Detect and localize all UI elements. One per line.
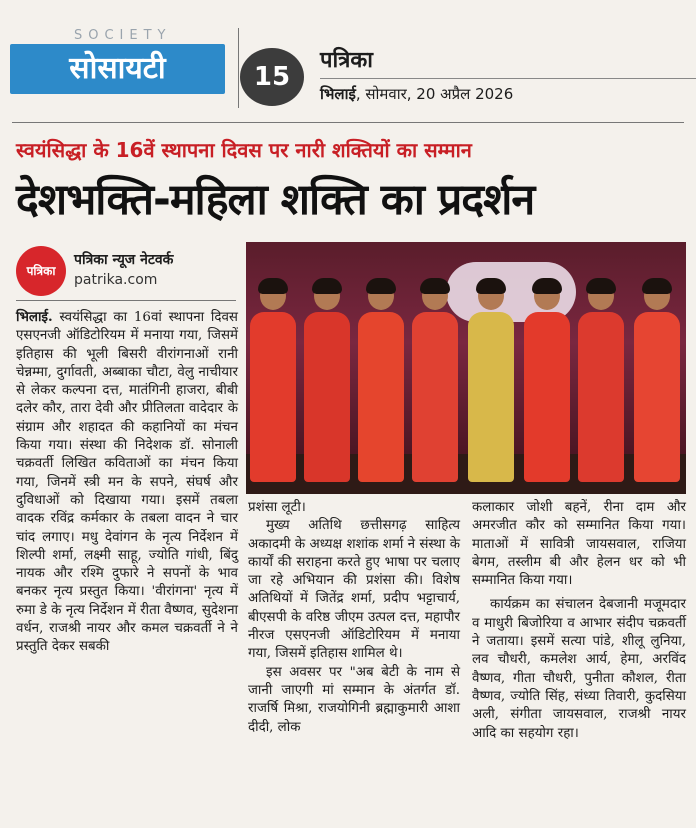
column-text: कार्यक्रम का संचालन देबजानी मजूमदार व माधुरी बिजोरिया व आभार संदीप चक्रवर्ती ने जताया। इसमें सत्या पांडे, शीलू लुनिया, लव चौधरी, कमलेश आर्य, हेमा, अरविंद वैष्णव, गीता चौधरी, पुनीता कौशल, रीता वैष्णव, ज्योति सिंह, संध्या तिवारी, कुदसिया अली, संगीता जायसवाल, राजश्री नायर आदि का सहयोग रहा। — [472, 597, 686, 741]
article-column-1 — [16, 308, 238, 657]
page-header — [0, 0, 696, 118]
photo-person — [524, 282, 570, 482]
event-photo — [246, 242, 686, 494]
dateline-date: , सोमवार, 20 अप्रैल 2026 — [355, 85, 514, 103]
byline — [16, 246, 236, 296]
byline-agency: पत्रिका न्यूज नेटवर्क — [74, 252, 174, 268]
column-text: इस अवसर पर "अब बेटी के नाम से जानी जाएगी मां सम्मान के अंतर्गत डॉ. राजर्षि मिश्रा, राजयोगिनी ब्रह्माकुमारी आशा दीदी, लोक — [248, 664, 460, 735]
photo-person — [634, 282, 680, 482]
photo-person — [304, 282, 350, 482]
section-label-hi: सोसायटी — [69, 51, 166, 86]
byline-rule — [16, 300, 236, 301]
column-lead: भिलाई. — [16, 309, 53, 325]
photo-person — [468, 282, 514, 482]
section-banner — [10, 44, 225, 94]
article-column-3 — [472, 499, 686, 743]
header-divider — [238, 28, 239, 108]
top-rule — [12, 122, 684, 123]
column-text: प्रशंसा लूटी। — [248, 500, 306, 515]
dateline-city: भिलाई — [320, 85, 356, 103]
column-text: स्वयंसिद्धा का 16वां स्थापना दिवस एसएनजी ऑडिटोरियम में मनाया गया, जिसमें इतिहास की भूली बिसरी वीरांगनाओं रानी चेन्नम्मा, दुर्गावती, अब्बाका चौटा, वेलु नाचीयार से लेकर कल्पना दत्त, मातंगिनी हाजरा, बीबी दलेर कौर, तारा देवी और प्रीतिलता वादेदार के संग्राम और शहादत की कहानियों का मंचन किया गया। संस्था की निदेशक डॉ. सोनाली चक्रवर्ती लिखित कविताओं का मंचन किया गया, जिनमें स्त्री मन के सपने, संघर्ष और दुविधाओं को दिखाया गया। इसमें तबला वादक रविंद्र कर्मकार के तबला वादन ने चार चांद लगाए। मधु देवांगन के नृत्य निर्देशन में शिल्पी शर्मा, लक्ष्मी साहू, ज्योति गांधी, बिंदु नायक और रश्मि दुफारे ने सपनों के भाव बनकर नृत्य प्रस्तुत किया। 'वीरांगना' नृत्य में रुमा डे के नृत्य निर्देशन में रीता वैष्णव, सुदेशना वर्धन, राजश्री नायर और कमल चक्रवर्ती ने ने प्रस्तुति देकर सबकी — [16, 310, 238, 655]
publication-rule — [320, 78, 696, 79]
photo-person — [412, 282, 458, 482]
column-text: कलाकार जोशी बहनें, रीना दाम और अमरजीत कौर को सम्मानित किया गया। माताओं में सावित्री जायसवाल, राजिया बेगम, तस्लीम बी और हेलन धर को भी सम्मानित किया गया। — [472, 500, 686, 589]
page-number: 15 — [240, 48, 304, 106]
byline-site: patrika.com — [74, 272, 158, 288]
article-column-2 — [248, 499, 460, 737]
publication-name: पत्रिका — [320, 48, 373, 73]
section-label-en: SOCIETY — [74, 28, 172, 43]
article-headline: देशभक्ति-महिला शक्ति का प्रदर्शन — [16, 175, 535, 225]
photo-person — [578, 282, 624, 482]
column-text: मुख्य अतिथि छत्तीसगढ़ साहित्य अकादमी के अध्यक्ष शशांक शर्मा ने संस्था के कार्यों की सराहना करते हुए भाषा पर चलाए जा रहे अभियान की प्रशंसा की। विशेष अतिथियों में जितेंद्र शर्मा, प्रदीप भट्टाचार्य, बीएसपी के वरिष्ठ जीएम उत्पल दत्त, महापौर नीरज एसएनजी ऑडिटोरियम में मनाया गया, जिसमें इतिहास शामिल थे। — [248, 518, 460, 662]
article-kicker: स्वयंसिद्धा के 16वें स्थापना दिवस पर नारी शक्तियों का सम्मान — [16, 138, 472, 162]
patrika-logo: पत्रिका — [16, 246, 66, 296]
photo-person — [250, 282, 296, 482]
photo-person — [358, 282, 404, 482]
dateline — [320, 84, 513, 104]
